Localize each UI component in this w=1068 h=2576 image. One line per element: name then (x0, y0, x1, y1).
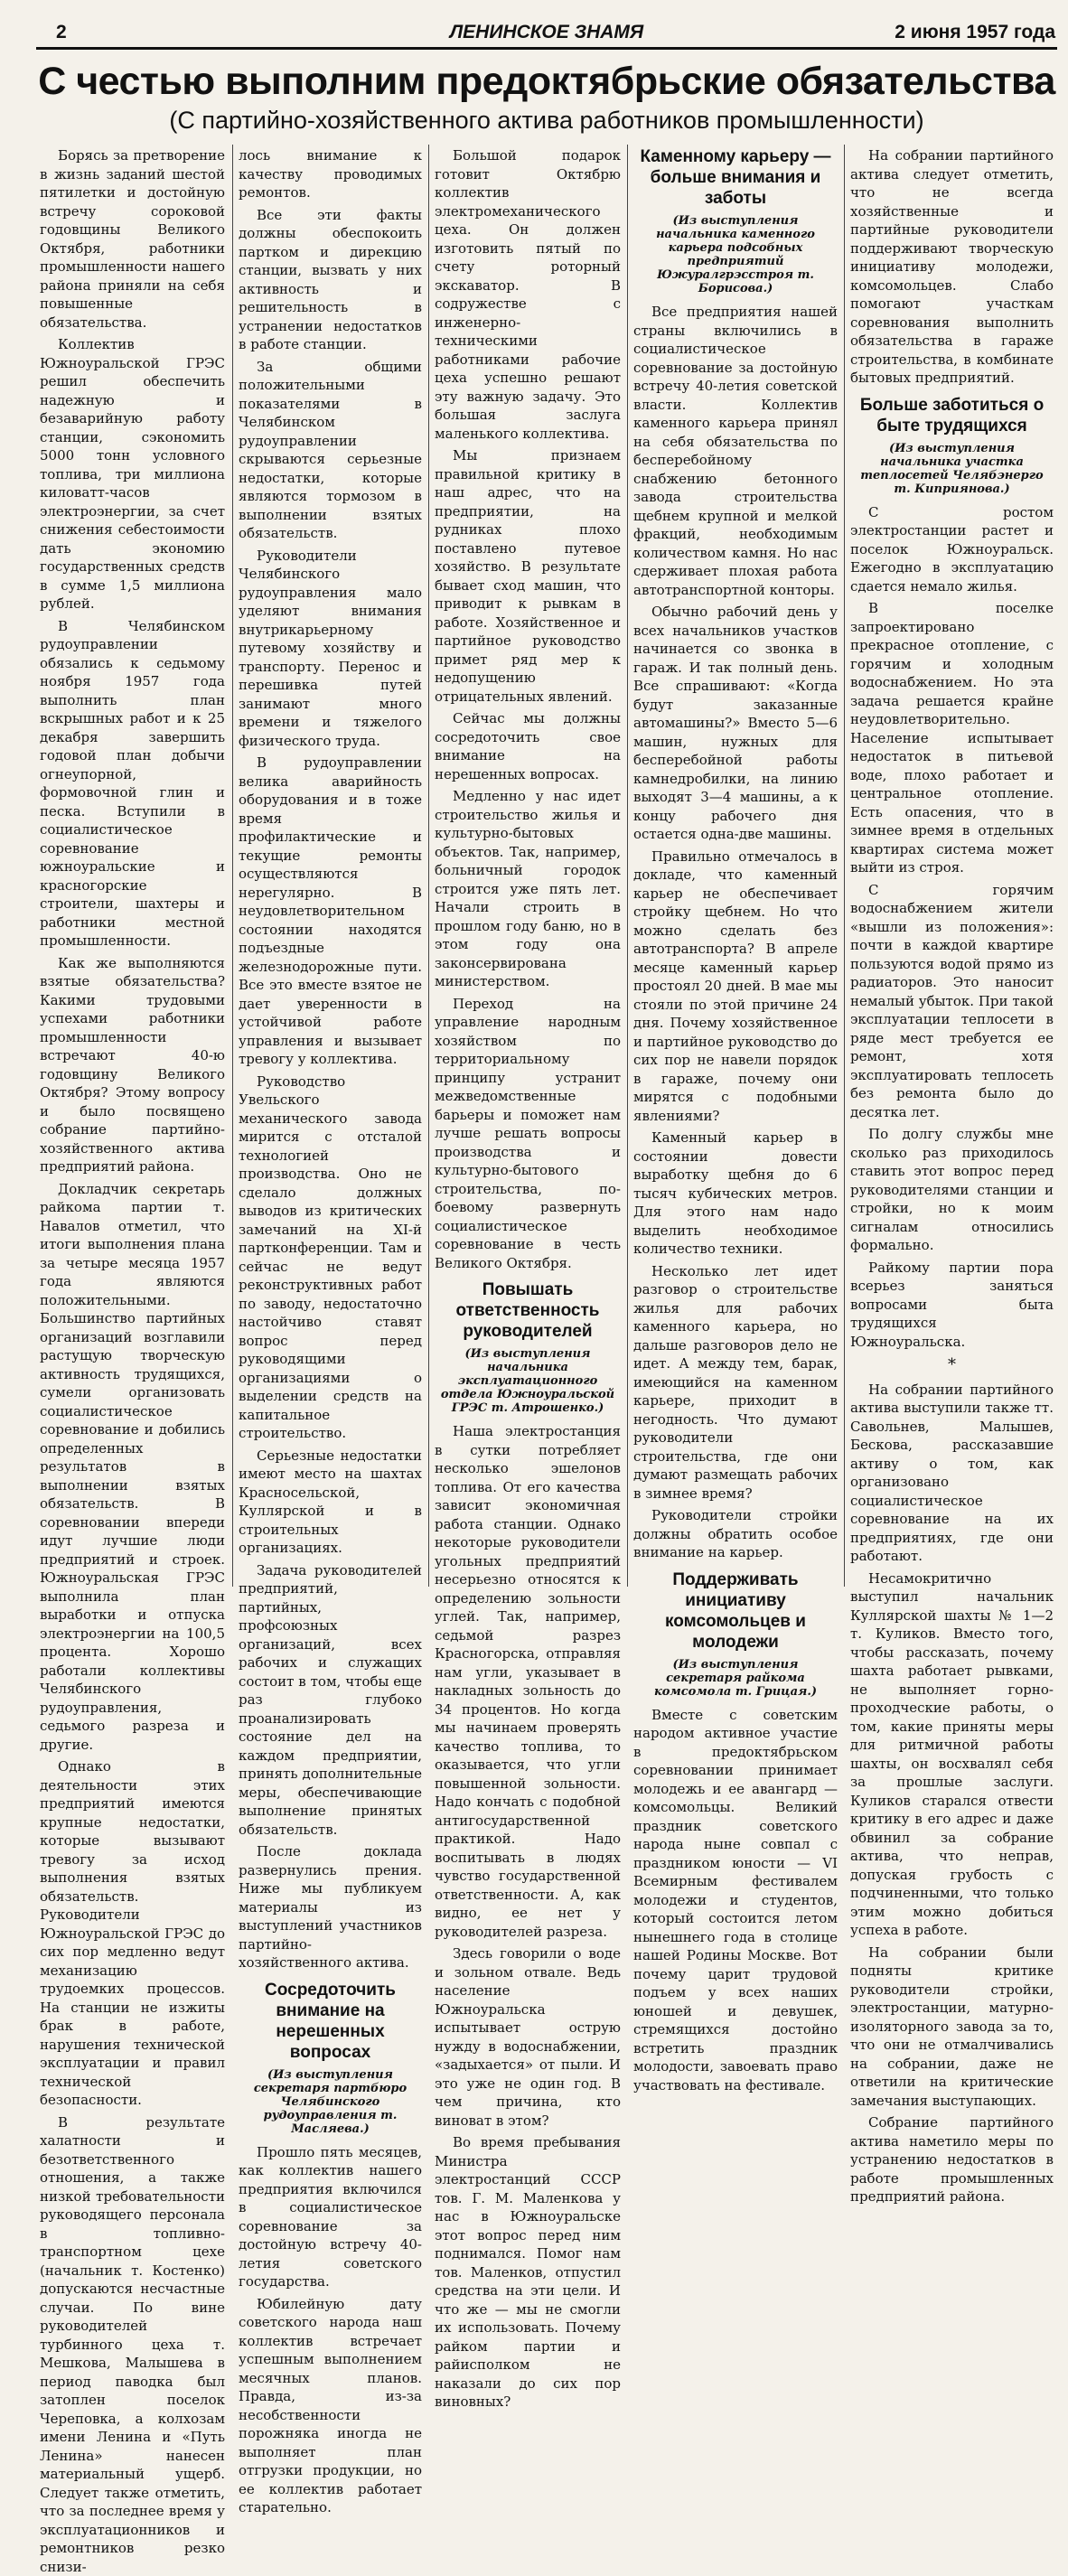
paragraph: Медленно у нас идет строительство жилья и культурно-бытовых объектов. Так, например, больничный городок строится уже пять лет. Начали строить в прошлом году баню, но в этом году она законсервирована министерством. (435, 787, 621, 991)
paragraph: В рудоуправлении велика аварийность оборудования и в тоже время профилактические и текущие ремонты осуществляются нерегулярно. В неудовлетворительном состоянии находятся подъездные железнодорожные пути. Все это вместе взятое не дает уверенности в устойчивой работе управления и вызывает тревогу у коллектива. (239, 754, 422, 1069)
paragraph: Каменный карьер в состоянии довести выработку щебня до 6 тысяч кубических метров. Для этого нам надо выделить необходимое количество техники. (633, 1129, 838, 1259)
column-2 (239, 146, 422, 1583)
paragraph: После доклада развернулись прения. Ниже мы публикуем материалы из выступлений участников партийно-хозяйственного актива. (239, 1842, 422, 1972)
section-title: Поддерживать инициативу комсомольцев и молодежи (633, 1569, 838, 1653)
section-title: Повышать ответственность руководителей (435, 1279, 621, 1342)
paragraph: Прошло пять месяцев, как коллектив нашего предприятия включился в социалистическое соревнование за достойную встречу 40-летия советского государства. (239, 2143, 422, 2291)
paragraph: Коллектив Южноуральской ГРЭС решил обеспечить надежную и безаварийную работу станции, сэкономить 5000 тонн условного топлива, три миллиона киловатт-часов электроэнергии, за счет снижения себестоимости дать экономию государственных средств в сумме 1,5 миллиона рублей. (40, 335, 225, 614)
section-byline: (Из выступления начальника участка теплосетей Челябэнерго т. Киприянова.) (850, 442, 1054, 496)
paragraph: Наша электростанция в сутки потребляет несколько эшелонов топлива. От его качества зависит экономичная работа станции. Однако некоторые руководители угольных предприятий несерьезно относятся к определению зольности углей. Так, например, седьмой разрез Красногорска, отправляя нам угли, указывает в накладных зольность до 34 процентов. Но когда мы начинаем проверять качество топлива, то оказывается, что угли повышенной зольности. Надо кончать с подобной антигосударственной практикой. Надо воспитывать в людях чувство государственной ответственности. А, как видно, ее нет у руководителей разреза. (435, 1422, 621, 1941)
paragraph: Серьезные недостатки имеют место на шахтах Красносельской, Куллярской и в строительных организациях. (239, 1447, 422, 1558)
paragraph: Как же выполняются взятые обязательства? Какими трудовыми успехами работники промышленности встречают 40-ю годовщину Великого Октября? Этому вопросу и было посвящено собрание партийно-хозяйственного актива предприятий района. (40, 954, 225, 1176)
paragraph: Юбилейную дату советского народа наш коллектив встречает успешным выполнением месячных планов. Правда, из-за несобственности порожняка иногда не выполняет план отгрузки продукции, но ее коллектив работает старательно. (239, 2295, 422, 2517)
column-divider (627, 145, 628, 1587)
paragraph: Собрание партийного актива наметило меры по устранению недостатков в работе промышленных предприятий района. (850, 2113, 1054, 2206)
paragraph: Несамокритично выступил начальник Куллярской шахты № 1—2 т. Куликов. Вместо того, чтобы рассказать, почему шахта работает рывками, не выполняет горно-проходческие работы, о том, какие приняты меры для ритмичной работы шахты, он восхвалял себя за прошлые заслуги. Куликов старался отвести критику в его адрес и даже обвинил за собрание актива, что неправ, допуская грубость с подчиненными, что только этим можно добиться успеха в работе. (850, 1569, 1054, 1940)
paragraph: Несколько лет идет разговор о строительстве жилья для рабочих каменного карьера, но дальше разговоров дело не идет. А между тем, барак, имеющийся на каменном карьере, приходит в негодность. Что думают руководители строительства, где они думают размещать рабочих в зимнее время? (633, 1262, 838, 1503)
paragraph: С ростом электростанции растет и поселок Южноуральск. Ежегодно в эксплуатацию сдается немало жилья. (850, 503, 1054, 596)
paragraph: На собрании партийного актива выступили также тт. Савольнев, Малышев, Бескова, рассказавшие активу о том, как организовано социалистическое соревнование на их предприятиях, где они работают. (850, 1381, 1054, 1566)
paragraph: Руководители стройки должны обратить особое внимание на карьер. (633, 1506, 838, 1562)
paragraph: Однако в деятельности этих предприятий имеются крупные недостатки, которые вызывают тревогу за исход выполнения взятых обязательств. Руководители Южноуральской ГРЭС до сих пор медленно ведут механизацию трудоемких процессов. На станции не изжиты брак в работе, нарушения технической эксплуатации и правил технической безопасности. (40, 1757, 225, 2110)
paragraph: Руководство Увельского механического завода мирится с отсталой технологией производства. Оно не сделало должных выводов из критических замечаний на XI-й партконференции. Там и сейчас не ведут реконструктивных работ по заводу, недостаточно настойчиво ставят вопрос перед руководящими организациями о выделении средств на капитальное строительство. (239, 1073, 422, 1443)
paragraph: Докладчик секретарь райкома партии т. Навалов отметил, что итоги выполнения плана за четыре месяца 1957 года являются положительными. Большинство партийных организаций возглавили растущую творческую активность трудящихся, сумели организовать социалистическое соревнование и добились определенных результатов в выполнении взятых обязательств. В соревновании впереди идут лучшие люди предприятий и строек. Южноуральская ГРЭС выполнила план выработки и отпуска электроэнергии на 100,5 процента. Хорошо работали коллективы Челябинского рудоуправления, седьмого разреза и другие. (40, 1180, 225, 1755)
section-title: Сосредоточить внимание на нерешенных вопросах (239, 1980, 422, 2063)
column-1 (40, 146, 225, 1583)
column-divider (232, 145, 233, 1587)
paragraph: С горячим водоснабжением жители «вышли из положения»: почти в каждой квартире пользуются водой прямо из радиаторов. Это наносит немалый убыток. При такой эксплуатации теплосети в ряде мест требуется ее ремонт, хотя эксплуатировать теплосеть без ремонта было до десятка лет. (850, 881, 1054, 1122)
paragraph: Здесь говорили о воде и зольном отвале. Ведь население Южноуральска испытывает острую нужду в водоснабжении, «задыхается» от пыли. И это уже не один год. В чем причина, кто виноват в этом? (435, 1944, 621, 2130)
paragraph: Правильно отмечалось в докладе, что каменный карьер не обеспечивает стройку щебнем. Но что можно сделать без автотранспорта? В апреле месяце каменный карьер простоял 20 дней. В мае мы стояли по этой причине 24 дня. Почему хозяйственное и партийное руководство до сих пор не навели порядок в гараже, почему они мирятся с подобными явлениями? (633, 848, 838, 1126)
paragraph: Большой подарок готовит Октябрю коллектив электромеханического цеха. Он должен изготовить пятый по счету роторный экскаватор. В содружестве с инженерно-техническими работниками рабочие цеха успешно решают эту важную задачу. Это большая заслуга маленького коллектива. (435, 146, 621, 443)
paragraph: В Челябинском рудоуправлении обязались к седьмому ноября 1957 года выполнить план вскрышных работ и к 25 декабря завершить годовой план добычи огнеупорной, формовочной глин и песка. Вступили в социалистическое соревнование южноуральские и красногорские строители, шахтеры и работники местной промышленности. (40, 617, 225, 951)
paragraph: лось внимание к качеству проводимых ремонтов. (239, 146, 422, 202)
newspaper-name: ЛЕНИНСКОЕ ЗНАМЯ (36, 22, 1057, 43)
section-byline: (Из выступления секретаря райкома комсомола т. Грицая.) (633, 1658, 838, 1699)
section-byline: (Из выступления начальника каменного карьера подсобных предприятий Южуралгрэсстроя т. Борисова.) (633, 214, 838, 295)
section-title: Каменному карьеру — больше внимания и заботы (633, 146, 838, 209)
paragraph: Задача руководителей предприятий, партийных, профсоюзных организаций, всех рабочих и служащих состоит в том, чтобы еще раз глубоко проанализировать состояние дел на каждом предприятии, принять дополнительные меры, обеспечивающие выполнение принятых обязательств. (239, 1561, 422, 1840)
section-byline: (Из выступления секретаря партбюро Челябинского рудоуправления т. Масляева.) (239, 2068, 422, 2136)
subheadline: (С партийно-хозяйственного актива работников промышленности) (36, 107, 1057, 135)
paragraph: По долгу службы мне сколько раз приходилось ставить этот вопрос перед руководителями станции и стройки, но к моим сигналам относились формально. (850, 1125, 1054, 1255)
paragraph: За общими положительными показателями в Челябинском рудоуправлении скрываются серьезные недостатки, которые являются тормозом в выполнении взятых обязательств. (239, 358, 422, 543)
column-3 (435, 146, 621, 1583)
paragraph: Мы признаем правильной критику в наш адрес, что на предприятии, на рудниках плохо поставлено путевое хозяйство. В результате бывает сход машин, что приводит к рывкам в работе. Хозяйственное и партийное руководство примет ряд мер к недопущению отрицательных явлений. (435, 446, 621, 706)
paragraph: Обычно рабочий день у всех начальников участков начинается со звонка в гараж. И так полный день. Все спрашивают: «Когда будут заказанные автомашины?» Вместо 5—6 машин, нужных для бесперебойной работы камнедробилки, на линию выходят 3—4 машины, а к концу рабочего дня остается одна-две машины. (633, 603, 838, 844)
paragraph: На собрании партийного актива следует отметить, что не всегда хозяйственные и партийные руководители поддерживают творческую инициативу молодежи, комсомольцев. Слабо помогают участкам соревнования выполнить обязательства в гараже строительства, в комбинате бытовых предприятий. (850, 146, 1054, 388)
star-ornament: * (850, 1356, 1054, 1375)
paragraph: Руководители Челябинского рудоуправления мало уделяют внимания внутрикарьерному путевому хозяйству и транспорту. Перенос и перешивка путей занимают много времени и тяжелого физического труда. (239, 547, 422, 751)
paragraph: Борясь за претворение в жизнь заданий шестой пятилетки и достойную встречу сороковой годовщины Великого Октября, работники промышленности нашего района приняли на себя повышенные обязательства. (40, 146, 225, 332)
section-byline: (Из выступления начальника эксплуатационного отдела Южноуральской ГРЭС т. Атрошенко.) (435, 1347, 621, 1415)
paragraph: В результате халатности и безответственного отношения, а также низкой требовательности руководящего персонала в топливно-транспортном цехе (начальник т. Костенко) допускаются несчастные случаи. По вине руководителей турбинного цеха т. Мешкова, Малышева в период паводка был затоплен поселок Череповка, а колхозам имени Ленина и «Путь Ленина» нанесен материальный ущерб. Следует также отметить, что за последнее время у эксплуатационников и ремонтников резко снизи- (40, 2113, 225, 2576)
column-4 (633, 146, 838, 1583)
page-number: 2 (56, 22, 67, 43)
paragraph: Все эти факты должны обеспокоить партком и дирекцию станции, вызвать у них активность и решительность в устранении недостатков в работе станции. (239, 206, 422, 354)
paragraph: В поселке запроектировано прекрасное отопление, с горячим и холодным водоснабжением. Но эта задача решается крайне неудовлетворительно. Население испытывает недостаток в питьевой воде, плохо работает и центральное отопление. Есть опасения, что в зимнее время в отдельных квартирах система может выйти из строя. (850, 599, 1054, 877)
newspaper-header (36, 16, 1057, 50)
paragraph: Райкому партии пора всерьез заняться вопросами быта трудящихся Южноуральска. (850, 1259, 1054, 1352)
column-divider (428, 145, 429, 1587)
headline: С честью выполним предоктябрьские обязательства (36, 60, 1057, 104)
paragraph: Во время пребывания Министра электростанций СССР тов. Г. М. Маленкова у нас в Южноуральске этот вопрос перед ним поднимался. Помог нам тов. Маленков, отпустил средства на эти цели. И что же — мы не смогли их использовать. Почему райком партии и райисполком не наказали до сих пор виновных? (435, 2133, 621, 2412)
paragraph: Все предприятия нашей страны включились в социалистическое соревнование за достойную встречу 40-летия советской власти. Коллектив каменного карьера принял на себя обязательства по бесперебойному снабжению бетонного завода строительства щебнем крупной и мелкой фракций, необходимым количеством камня. Но нас сдерживает плохая работа автотранспортной конторы. (633, 303, 838, 599)
paragraph: Вместе с советским народом активное участие в предоктябрьском соревновании принимает молодежь и ее авангард — комсомольцы. Великий праздник советского народа ныне совпал с праздником юности — VI Всемирным фестивалем молодежи и студентов, который состоится летом нынешнего года в столице нашей Родины Москве. Вот почему царит трудовой подъем у всех наших юношей и девушек, стремящихся достойно встретить праздник молодости, завоевать право участвовать на фестивале. (633, 1706, 838, 2095)
section-title: Больше заботиться о быте трудящихся (850, 395, 1054, 436)
paragraph: Сейчас мы должны сосредоточить свое внимание на нерешенных вопросах. (435, 709, 621, 783)
paragraph: На собрании были подняты критике руководители стройки, электростанции, матурно-изоляторного завода за то, что они не отмалчивались на собрании, даже не ответили на критические замечания выступающих. (850, 1944, 1054, 2111)
issue-date: 2 июня 1957 года (895, 22, 1055, 43)
paragraph: Переход на управление народным хозяйством по территориальному принципу устранит межведомственные барьеры и поможет нам лучше решать вопросы производства и культурно-бытового строительства, по-боевому развернуть социалистическое соревнование в честь Великого Октября. (435, 995, 621, 1273)
column-5 (850, 146, 1054, 1583)
column-divider (844, 145, 845, 1587)
